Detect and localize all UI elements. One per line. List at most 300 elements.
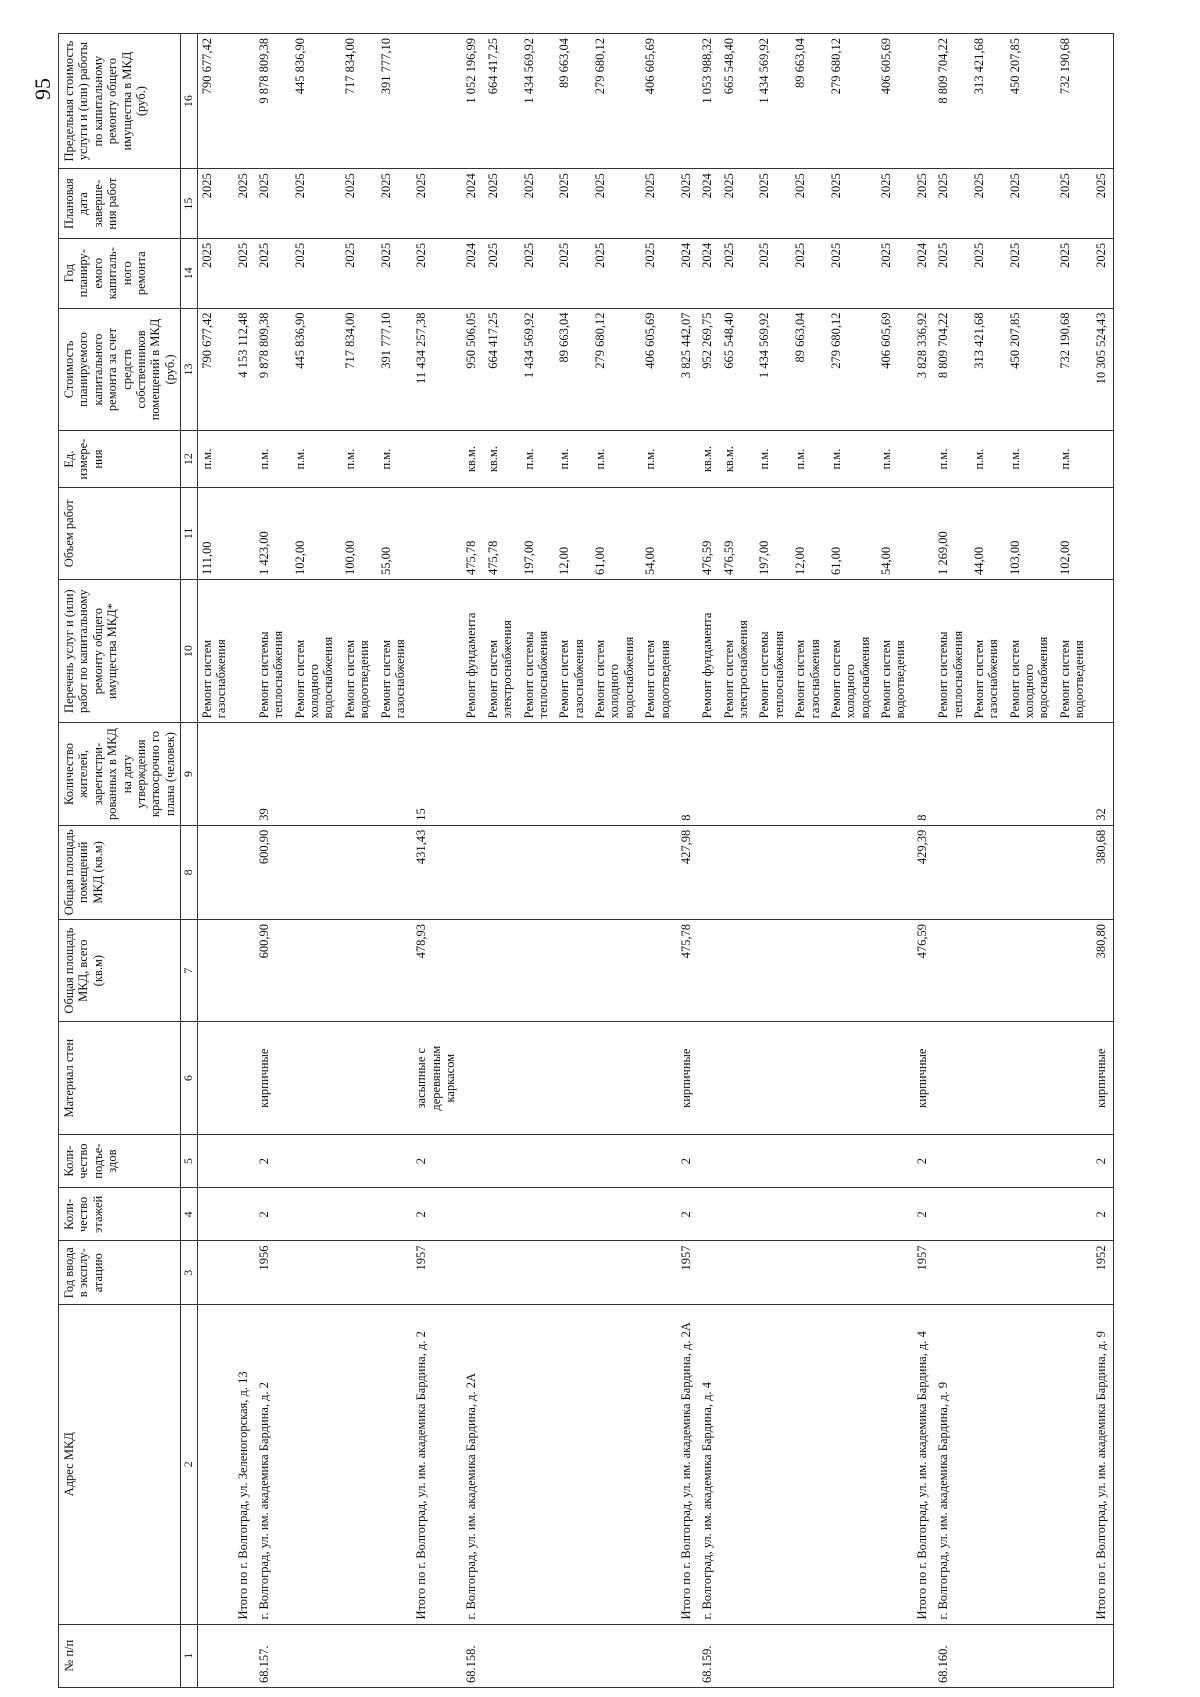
cell-col-5 bbox=[234, 1135, 255, 1188]
cell-col-1 bbox=[520, 1624, 556, 1687]
cell-col-15: 2025 bbox=[1006, 169, 1056, 239]
cell-col-7: 478,93 bbox=[412, 919, 462, 1021]
table-row bbox=[484, 34, 520, 1688]
cell-col-14: 2025 bbox=[234, 238, 255, 308]
cell-col-13: 952 269,75 bbox=[698, 308, 719, 431]
cell-col-11: 103,00 bbox=[1006, 487, 1056, 579]
cell-col-3 bbox=[698, 1241, 719, 1304]
cell-col-3 bbox=[934, 1241, 970, 1304]
cell-col-15: 2024 bbox=[462, 169, 483, 239]
cell-col-3 bbox=[555, 1241, 591, 1304]
cell-col-12: кв.м. bbox=[484, 431, 520, 487]
cell-col-7 bbox=[591, 919, 641, 1021]
cell-col-5 bbox=[791, 1135, 827, 1188]
cell-col-2 bbox=[591, 1304, 641, 1624]
cell-col-1 bbox=[1006, 1624, 1056, 1687]
cell-col-12 bbox=[412, 431, 462, 487]
cell-col-11: 54,00 bbox=[877, 487, 913, 579]
cell-col-15: 2025 bbox=[913, 169, 934, 239]
table-row bbox=[255, 34, 291, 1688]
cell-col-6 bbox=[341, 1022, 377, 1135]
cell-col-14: 2025 bbox=[755, 238, 791, 308]
column-number-3: 3 bbox=[181, 1241, 198, 1304]
cell-col-9 bbox=[641, 723, 677, 825]
cell-col-3: 1957 bbox=[412, 1241, 462, 1304]
cell-col-6: кирпичные bbox=[677, 1022, 698, 1135]
column-header-3: Год ввода в эксплу-атацию bbox=[59, 1241, 181, 1304]
cell-col-13: 445 836,90 bbox=[291, 308, 341, 431]
cell-col-15: 2024 bbox=[698, 169, 719, 239]
cell-col-9 bbox=[1006, 723, 1056, 825]
cell-col-15: 2025 bbox=[755, 169, 791, 239]
cell-col-16: 1 434 569,92 bbox=[520, 34, 556, 169]
cell-col-5 bbox=[755, 1135, 791, 1188]
cell-col-10: Ремонт систем водоотведения bbox=[1056, 579, 1092, 722]
cell-col-6: кирпичные bbox=[1092, 1022, 1114, 1135]
cell-col-1 bbox=[555, 1624, 591, 1687]
cell-col-12: п.м. bbox=[377, 431, 413, 487]
table-row bbox=[677, 34, 698, 1688]
table-row bbox=[412, 34, 462, 1688]
cell-col-2: Итого по г. Волгоград, ул. им. академика Бардина, д. 2 bbox=[412, 1304, 462, 1624]
cell-col-5 bbox=[484, 1135, 520, 1188]
cell-col-14: 2024 bbox=[462, 238, 483, 308]
cell-col-2 bbox=[291, 1304, 341, 1624]
cell-col-6 bbox=[291, 1022, 341, 1135]
table-row bbox=[827, 34, 877, 1688]
cell-col-14: 2025 bbox=[934, 238, 970, 308]
column-number-2: 2 bbox=[181, 1304, 198, 1624]
cell-col-7 bbox=[698, 919, 719, 1021]
cell-col-7 bbox=[791, 919, 827, 1021]
cell-col-6 bbox=[1006, 1022, 1056, 1135]
cell-col-10: Ремонт систем водоотведения bbox=[341, 579, 377, 722]
cell-col-12: п.м. bbox=[197, 431, 233, 487]
cell-col-4 bbox=[755, 1188, 791, 1241]
cell-col-6 bbox=[484, 1022, 520, 1135]
cell-col-10: Ремонт систем водоотведения bbox=[641, 579, 677, 722]
cell-col-4 bbox=[377, 1188, 413, 1241]
cell-col-4 bbox=[291, 1188, 341, 1241]
cell-col-9: 32 bbox=[1092, 723, 1114, 825]
cell-col-10: Ремонт систем газоснабжения bbox=[970, 579, 1006, 722]
cell-col-6 bbox=[462, 1022, 483, 1135]
cell-col-3: 1957 bbox=[913, 1241, 934, 1304]
cell-col-4: 2 bbox=[913, 1188, 934, 1241]
cell-col-6 bbox=[520, 1022, 556, 1135]
cell-col-8 bbox=[720, 825, 756, 919]
cell-col-2 bbox=[484, 1304, 520, 1624]
cell-col-7 bbox=[291, 919, 341, 1021]
cell-col-1 bbox=[341, 1624, 377, 1687]
cell-col-6 bbox=[791, 1022, 827, 1135]
cell-col-5: 2 bbox=[1092, 1135, 1114, 1188]
cell-col-4 bbox=[591, 1188, 641, 1241]
cell-col-15: 2025 bbox=[720, 169, 756, 239]
cell-col-11: 476,59 bbox=[698, 487, 719, 579]
cell-col-1 bbox=[591, 1624, 641, 1687]
cell-col-15: 2025 bbox=[970, 169, 1006, 239]
cell-col-7: 380,80 bbox=[1092, 919, 1114, 1021]
cell-col-13: 8 809 704,22 bbox=[934, 308, 970, 431]
cell-col-15: 2025 bbox=[412, 169, 462, 239]
cell-col-8 bbox=[827, 825, 877, 919]
cell-col-4 bbox=[1056, 1188, 1092, 1241]
cell-col-2 bbox=[555, 1304, 591, 1624]
cell-col-2: г. Волгоград, ул. им. академика Бардина, д. 2 bbox=[255, 1304, 291, 1624]
cell-col-11: 1 423,00 bbox=[255, 487, 291, 579]
table-row bbox=[641, 34, 677, 1688]
cell-col-12: п.м. bbox=[827, 431, 877, 487]
cell-col-8: 600,90 bbox=[255, 825, 291, 919]
cell-col-8 bbox=[377, 825, 413, 919]
column-number-15: 15 bbox=[181, 169, 198, 239]
cell-col-3 bbox=[1006, 1241, 1056, 1304]
table-row bbox=[1056, 34, 1092, 1688]
column-number-13: 13 bbox=[181, 308, 198, 431]
column-number-8: 8 bbox=[181, 825, 198, 919]
cell-col-2 bbox=[377, 1304, 413, 1624]
cell-col-4 bbox=[462, 1188, 483, 1241]
cell-col-11: 12,00 bbox=[555, 487, 591, 579]
cell-col-9 bbox=[970, 723, 1006, 825]
cell-col-3 bbox=[291, 1241, 341, 1304]
column-header-7: Общая площадь МКД, всего (кв.м) bbox=[59, 919, 181, 1021]
cell-col-16: 732 190,68 bbox=[1056, 34, 1092, 169]
cell-col-6 bbox=[1056, 1022, 1092, 1135]
cell-col-1 bbox=[197, 1624, 233, 1687]
cell-col-12: п.м. bbox=[591, 431, 641, 487]
cell-col-11: 197,00 bbox=[755, 487, 791, 579]
cell-col-5 bbox=[934, 1135, 970, 1188]
cell-col-4 bbox=[1006, 1188, 1056, 1241]
cell-col-10: Ремонт систем холодного водоснабжения bbox=[827, 579, 877, 722]
cell-col-11 bbox=[913, 487, 934, 579]
cell-col-16 bbox=[913, 34, 934, 169]
cell-col-15: 2025 bbox=[341, 169, 377, 239]
cell-col-14: 2025 bbox=[197, 238, 233, 308]
cell-col-5 bbox=[197, 1135, 233, 1188]
cell-col-3 bbox=[641, 1241, 677, 1304]
cell-col-2 bbox=[755, 1304, 791, 1624]
cell-col-2 bbox=[970, 1304, 1006, 1624]
cell-col-5 bbox=[1056, 1135, 1092, 1188]
cell-col-7 bbox=[341, 919, 377, 1021]
cell-col-10: Ремонт систем водоотведения bbox=[877, 579, 913, 722]
table-body bbox=[197, 34, 1113, 1688]
cell-col-15: 2025 bbox=[677, 169, 698, 239]
column-number-1: 1 bbox=[181, 1624, 198, 1687]
column-header-8: Общая площадь помещений МКД (кв.м) bbox=[59, 825, 181, 919]
cell-col-10: Ремонт системы теплоснабжения bbox=[934, 579, 970, 722]
cell-col-8 bbox=[462, 825, 483, 919]
cell-col-4 bbox=[520, 1188, 556, 1241]
cell-col-5 bbox=[720, 1135, 756, 1188]
cell-col-16: 445 836,90 bbox=[291, 34, 341, 169]
cell-col-12 bbox=[234, 431, 255, 487]
cell-col-14: 2025 bbox=[377, 238, 413, 308]
cell-col-10 bbox=[913, 579, 934, 722]
cell-col-13: 4 153 112,48 bbox=[234, 308, 255, 431]
cell-col-14: 2025 bbox=[341, 238, 377, 308]
cell-col-7 bbox=[234, 919, 255, 1021]
cell-col-4 bbox=[877, 1188, 913, 1241]
cell-col-7: 600,90 bbox=[255, 919, 291, 1021]
page-number: 95 bbox=[30, 78, 55, 100]
column-number-5: 5 bbox=[181, 1135, 198, 1188]
cell-col-10 bbox=[412, 579, 462, 722]
cell-col-12: кв.м. bbox=[720, 431, 756, 487]
cell-col-16: 790 677,42 bbox=[197, 34, 233, 169]
cell-col-16: 89 663,04 bbox=[791, 34, 827, 169]
cell-col-1 bbox=[791, 1624, 827, 1687]
table-row bbox=[791, 34, 827, 1688]
cell-col-9 bbox=[827, 723, 877, 825]
cell-col-11: 475,78 bbox=[462, 487, 483, 579]
cell-col-11: 476,59 bbox=[720, 487, 756, 579]
cell-col-13: 391 777,10 bbox=[377, 308, 413, 431]
cell-col-3 bbox=[197, 1241, 233, 1304]
cell-col-10: Ремонт фундамента bbox=[462, 579, 483, 722]
cell-col-9 bbox=[484, 723, 520, 825]
cell-col-6 bbox=[641, 1022, 677, 1135]
cell-col-2 bbox=[341, 1304, 377, 1624]
cell-col-14: 2025 bbox=[412, 238, 462, 308]
cell-col-6 bbox=[555, 1022, 591, 1135]
cell-col-4 bbox=[791, 1188, 827, 1241]
cell-col-1 bbox=[377, 1624, 413, 1687]
cell-col-6 bbox=[934, 1022, 970, 1135]
cell-col-15: 2025 bbox=[520, 169, 556, 239]
cell-col-7 bbox=[755, 919, 791, 1021]
cell-col-4: 2 bbox=[412, 1188, 462, 1241]
cell-col-3: 1952 bbox=[1092, 1241, 1114, 1304]
cell-col-16: 9 878 809,38 bbox=[255, 34, 291, 169]
cell-col-2 bbox=[791, 1304, 827, 1624]
cell-col-6 bbox=[197, 1022, 233, 1135]
table-row bbox=[591, 34, 641, 1688]
column-header-14: Год планиру-емого капиталь-ного ремонта bbox=[59, 238, 181, 308]
cell-col-3 bbox=[341, 1241, 377, 1304]
cell-col-8 bbox=[484, 825, 520, 919]
column-number-12: 12 bbox=[181, 431, 198, 487]
cell-col-4 bbox=[484, 1188, 520, 1241]
cell-col-12: п.м. bbox=[1006, 431, 1056, 487]
cell-col-9 bbox=[877, 723, 913, 825]
cell-col-15: 2025 bbox=[641, 169, 677, 239]
cell-col-1 bbox=[291, 1624, 341, 1687]
table-row bbox=[520, 34, 556, 1688]
cell-col-8 bbox=[698, 825, 719, 919]
cell-col-8 bbox=[520, 825, 556, 919]
cell-col-6 bbox=[755, 1022, 791, 1135]
cell-col-4: 2 bbox=[255, 1188, 291, 1241]
cell-col-2 bbox=[877, 1304, 913, 1624]
cell-col-14: 2025 bbox=[877, 238, 913, 308]
cell-col-3 bbox=[520, 1241, 556, 1304]
cell-col-7 bbox=[377, 919, 413, 1021]
cell-col-6 bbox=[698, 1022, 719, 1135]
cell-col-9 bbox=[197, 723, 233, 825]
cell-col-5: 2 bbox=[412, 1135, 462, 1188]
cell-col-14: 2025 bbox=[555, 238, 591, 308]
cell-col-16 bbox=[677, 34, 698, 169]
cell-col-3 bbox=[755, 1241, 791, 1304]
column-header-9: Количество жителей, зарегистри-рованных в МКД на дату утверждения краткосрочно го плана (человек) bbox=[59, 723, 181, 825]
cell-col-12: п.м. bbox=[291, 431, 341, 487]
cell-col-5 bbox=[877, 1135, 913, 1188]
cell-col-5 bbox=[555, 1135, 591, 1188]
cell-col-12: п.м. bbox=[1056, 431, 1092, 487]
table-row bbox=[197, 34, 233, 1688]
cell-col-13: 665 548,40 bbox=[720, 308, 756, 431]
cell-col-8: 427,98 bbox=[677, 825, 698, 919]
cell-col-3: 1957 bbox=[677, 1241, 698, 1304]
cell-col-4: 2 bbox=[1092, 1188, 1114, 1241]
cell-col-11 bbox=[1092, 487, 1114, 579]
cell-col-10: Ремонт систем холодного водоснабжения bbox=[1006, 579, 1056, 722]
cell-col-1 bbox=[913, 1624, 934, 1687]
cell-col-2 bbox=[1006, 1304, 1056, 1624]
cell-col-8 bbox=[234, 825, 255, 919]
cell-col-9 bbox=[934, 723, 970, 825]
cell-col-10 bbox=[1092, 579, 1114, 722]
cell-col-2: Итого по г. Волгоград, ул. Зеленогорская, д. 13 bbox=[234, 1304, 255, 1624]
cell-col-3 bbox=[970, 1241, 1006, 1304]
cell-col-4 bbox=[698, 1188, 719, 1241]
column-header-5: Коли-чество подъе-здов bbox=[59, 1135, 181, 1188]
cell-col-13: 9 878 809,38 bbox=[255, 308, 291, 431]
cell-col-16 bbox=[234, 34, 255, 169]
cell-col-3 bbox=[234, 1241, 255, 1304]
cell-col-10 bbox=[677, 579, 698, 722]
cell-col-11: 475,78 bbox=[484, 487, 520, 579]
cell-col-9: 15 bbox=[412, 723, 462, 825]
cell-col-12: п.м. bbox=[341, 431, 377, 487]
cell-col-8 bbox=[1006, 825, 1056, 919]
cell-col-12: п.м. bbox=[877, 431, 913, 487]
cell-col-8 bbox=[1056, 825, 1092, 919]
cell-col-11: 54,00 bbox=[641, 487, 677, 579]
cell-col-6: засыпные с деревянным каркасом bbox=[412, 1022, 462, 1135]
cell-col-16 bbox=[412, 34, 462, 169]
cell-col-3 bbox=[720, 1241, 756, 1304]
cell-col-15: 2025 bbox=[791, 169, 827, 239]
cell-col-15: 2025 bbox=[255, 169, 291, 239]
cell-col-3 bbox=[591, 1241, 641, 1304]
cell-col-2 bbox=[1056, 1304, 1092, 1624]
cell-col-10: Ремонт систем газоснабжения bbox=[377, 579, 413, 722]
cell-col-5 bbox=[1006, 1135, 1056, 1188]
cell-col-3 bbox=[877, 1241, 913, 1304]
cell-col-13: 717 834,00 bbox=[341, 308, 377, 431]
cell-col-9 bbox=[555, 723, 591, 825]
cell-col-5 bbox=[698, 1135, 719, 1188]
cell-col-13: 1 434 569,92 bbox=[520, 308, 556, 431]
table-row bbox=[720, 34, 756, 1688]
cell-col-11: 100,00 bbox=[341, 487, 377, 579]
cell-col-1 bbox=[970, 1624, 1006, 1687]
cell-col-12: п.м. bbox=[791, 431, 827, 487]
cell-col-14: 2025 bbox=[1006, 238, 1056, 308]
cell-col-16: 89 663,04 bbox=[555, 34, 591, 169]
cell-col-4 bbox=[827, 1188, 877, 1241]
cell-col-11 bbox=[234, 487, 255, 579]
cell-col-8 bbox=[641, 825, 677, 919]
cell-col-15: 2025 bbox=[234, 169, 255, 239]
cell-col-10: Ремонт систем холодного водоснабжения bbox=[291, 579, 341, 722]
cell-col-10: Ремонт системы теплоснабжения bbox=[755, 579, 791, 722]
cell-col-6: кирпичные bbox=[913, 1022, 934, 1135]
cell-col-10: Ремонт систем электроснабжения bbox=[720, 579, 756, 722]
cell-col-10 bbox=[234, 579, 255, 722]
cell-col-7: 476,59 bbox=[913, 919, 934, 1021]
cell-col-10: Ремонт систем газоснабжения bbox=[791, 579, 827, 722]
cell-col-4 bbox=[934, 1188, 970, 1241]
cell-col-8 bbox=[591, 825, 641, 919]
cell-col-7 bbox=[720, 919, 756, 1021]
cell-col-11: 102,00 bbox=[1056, 487, 1092, 579]
cell-col-3 bbox=[791, 1241, 827, 1304]
cell-col-5 bbox=[827, 1135, 877, 1188]
cell-col-11 bbox=[412, 487, 462, 579]
cell-col-14: 2025 bbox=[827, 238, 877, 308]
cell-col-9 bbox=[720, 723, 756, 825]
column-number-row bbox=[181, 34, 198, 1688]
cell-col-6 bbox=[720, 1022, 756, 1135]
column-header-16: Предельная стоимость услуги и (или) работы по капитальному ремонту общего имущества в МКД (руб.) bbox=[59, 34, 181, 169]
column-number-10: 10 bbox=[181, 579, 198, 722]
column-header-1: № п/п bbox=[59, 1624, 181, 1687]
cell-col-16: 313 421,68 bbox=[970, 34, 1006, 169]
table-row bbox=[462, 34, 483, 1688]
cell-col-10: Ремонт систем газоснабжения bbox=[197, 579, 233, 722]
column-number-9: 9 bbox=[181, 723, 198, 825]
cell-col-15: 2025 bbox=[1056, 169, 1092, 239]
cell-col-15: 2025 bbox=[591, 169, 641, 239]
cell-col-1 bbox=[827, 1624, 877, 1687]
cell-col-10: Ремонт систем электроснабжения bbox=[484, 579, 520, 722]
cell-col-7 bbox=[934, 919, 970, 1021]
cell-col-15: 2025 bbox=[197, 169, 233, 239]
cell-col-9 bbox=[591, 723, 641, 825]
cell-col-3 bbox=[827, 1241, 877, 1304]
cell-col-13: 89 663,04 bbox=[791, 308, 827, 431]
cell-col-2 bbox=[827, 1304, 877, 1624]
cell-col-14: 2025 bbox=[970, 238, 1006, 308]
cell-col-13: 313 421,68 bbox=[970, 308, 1006, 431]
cell-col-8 bbox=[877, 825, 913, 919]
cell-col-14: 2025 bbox=[484, 238, 520, 308]
table-row bbox=[934, 34, 970, 1688]
cell-col-1 bbox=[1092, 1624, 1114, 1687]
table-row bbox=[1006, 34, 1056, 1688]
cell-col-6 bbox=[591, 1022, 641, 1135]
cell-col-8: 431,43 bbox=[412, 825, 462, 919]
cell-col-7 bbox=[520, 919, 556, 1021]
cell-col-14: 2025 bbox=[791, 238, 827, 308]
cell-col-9: 8 bbox=[677, 723, 698, 825]
cell-col-2: Итого по г. Волгоград, ул. им. академика Бардина, д. 2А bbox=[677, 1304, 698, 1624]
cell-col-9 bbox=[698, 723, 719, 825]
cell-col-15: 2025 bbox=[827, 169, 877, 239]
cell-col-9: 39 bbox=[255, 723, 291, 825]
cell-col-14: 2025 bbox=[1056, 238, 1092, 308]
cell-col-2: г. Волгоград, ул. им. академика Бардина, д. 9 bbox=[934, 1304, 970, 1624]
cell-col-11: 197,00 bbox=[520, 487, 556, 579]
cell-col-4 bbox=[555, 1188, 591, 1241]
cell-col-14: 2025 bbox=[720, 238, 756, 308]
